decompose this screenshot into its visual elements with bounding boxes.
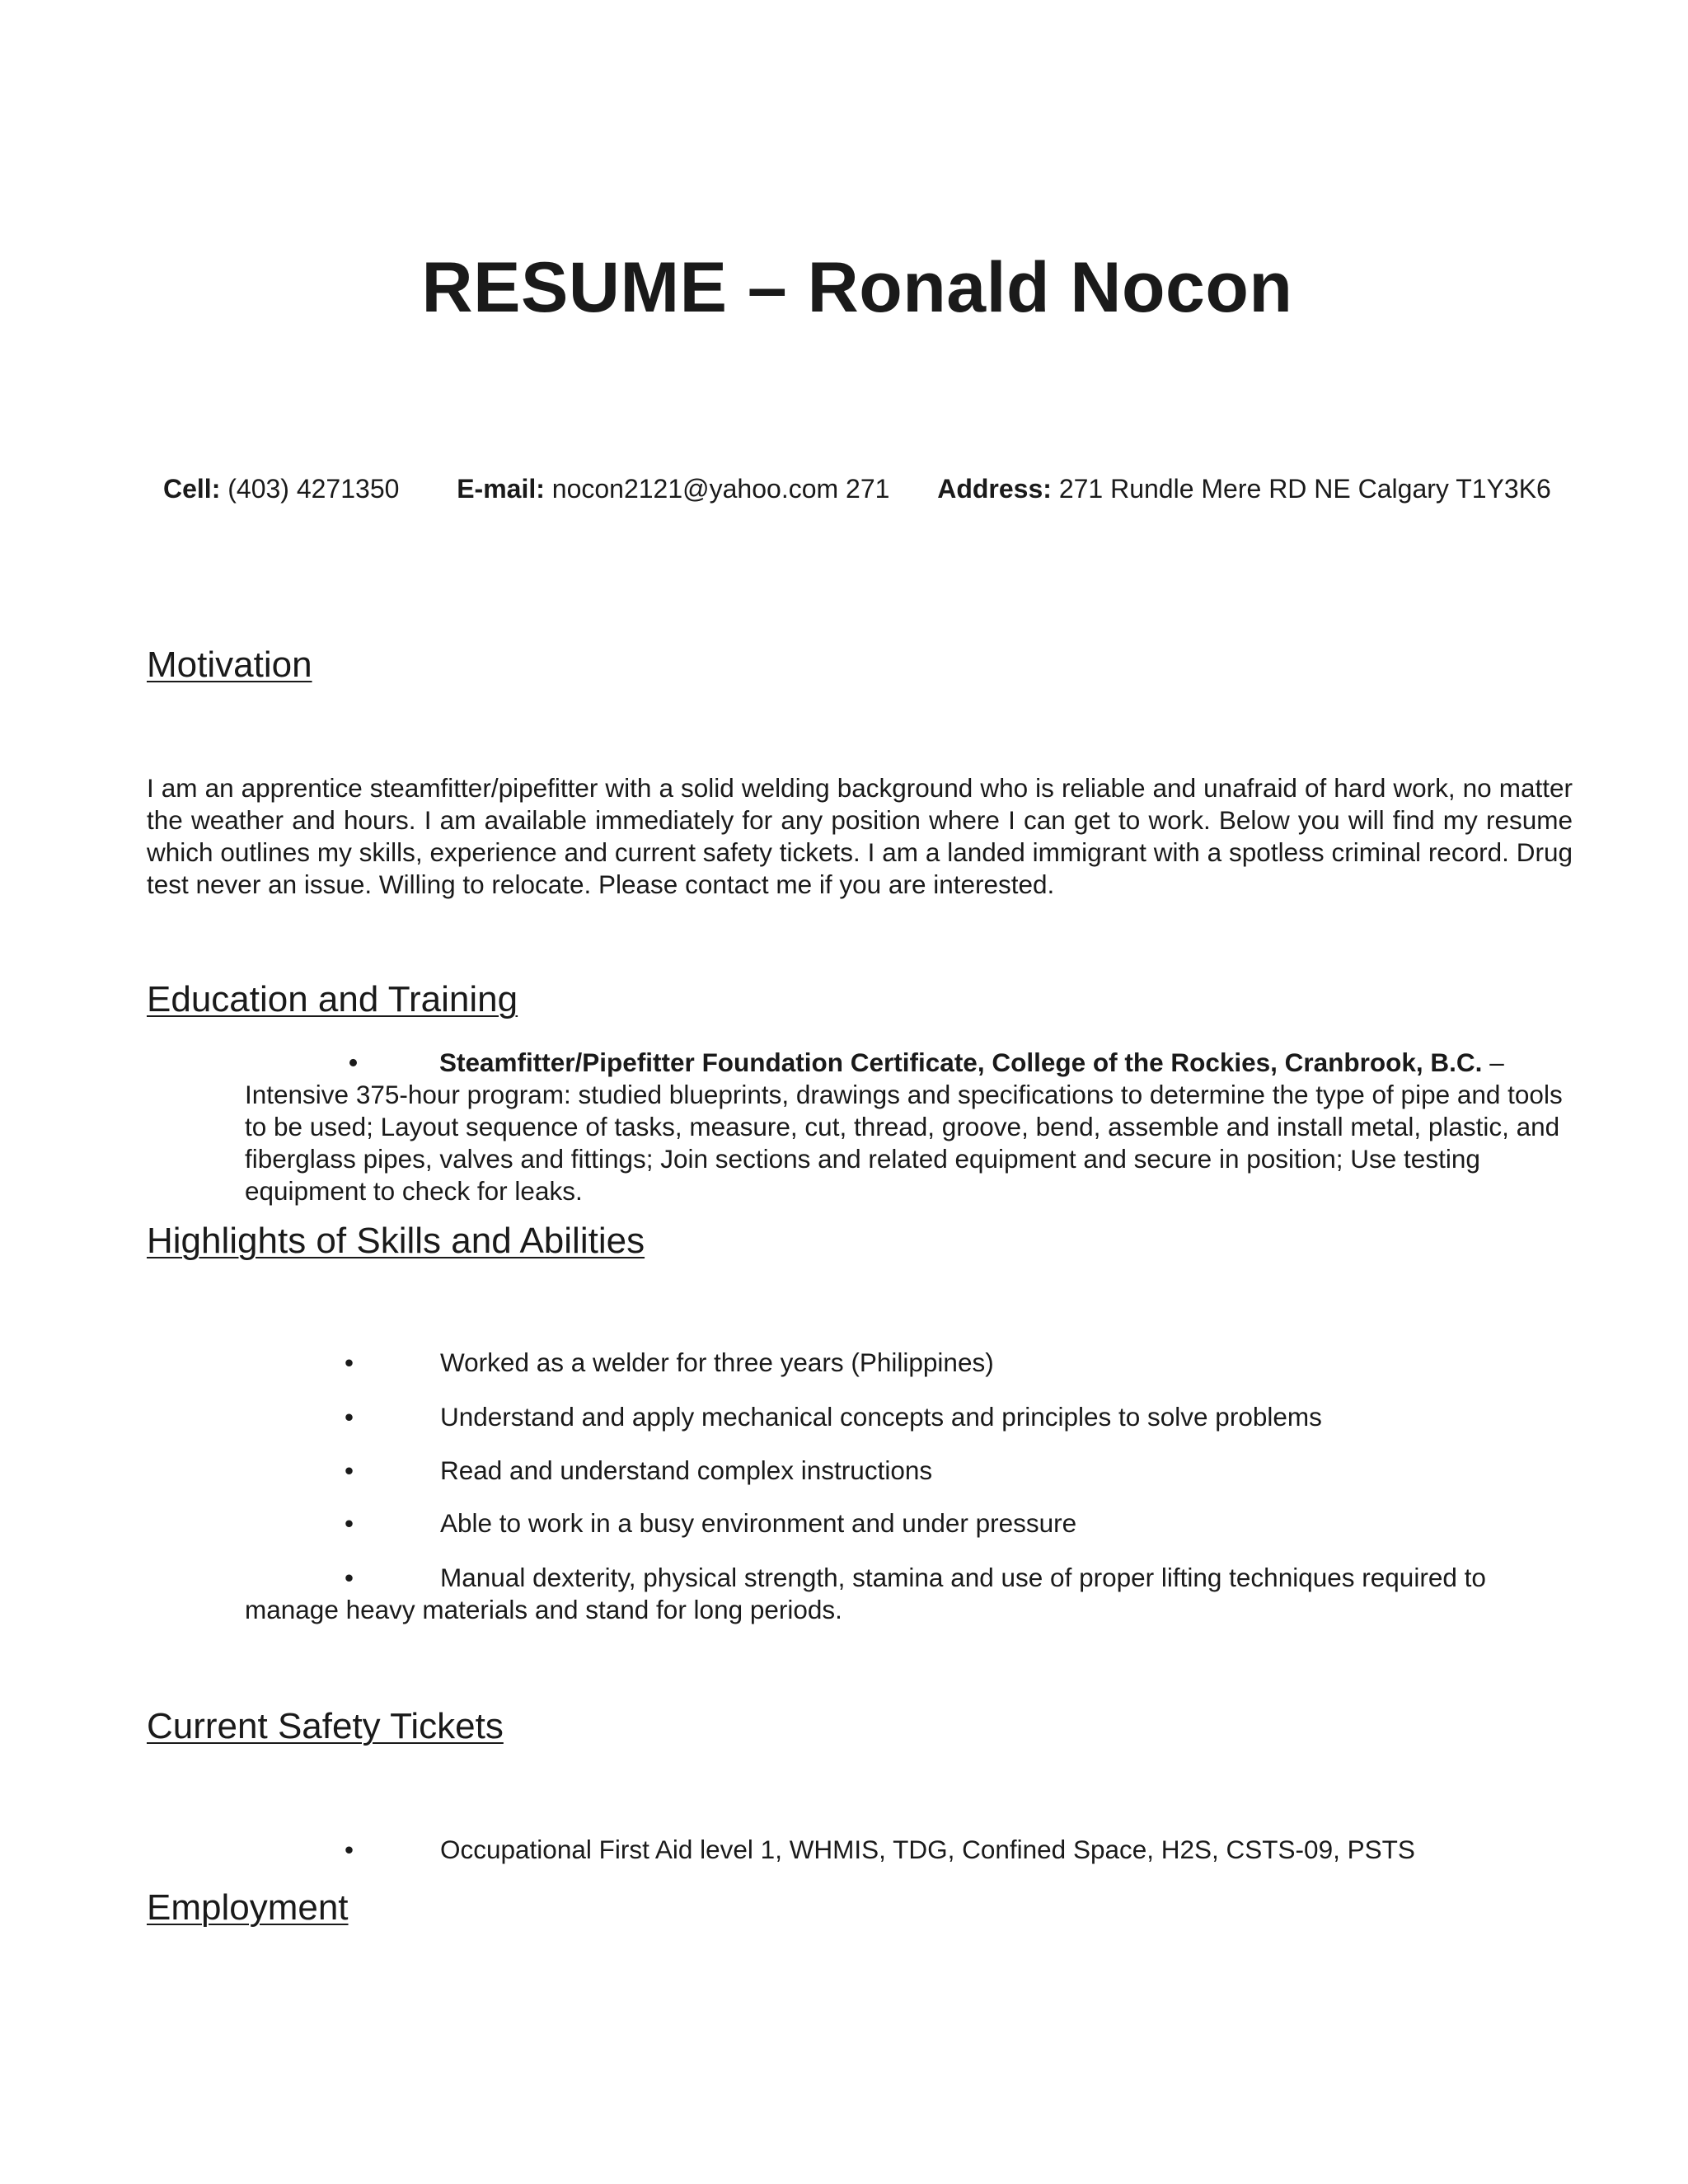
- education-certificate: Steamfitter/Pipefitter Foundation Certificate, College of the Rockies, Cranbrook, B.C.: [439, 1047, 1483, 1077]
- safety-bullet: •: [345, 1835, 354, 1864]
- address-label: Address:: [937, 474, 1052, 504]
- skill-text: Manual dexterity, physical strength, stamina and use of proper lifting techniques required to: [440, 1563, 1486, 1592]
- cell-value: (403) 4271350: [227, 474, 400, 504]
- skill-bullet: •: [345, 1455, 354, 1485]
- education-heading: Education and Training: [147, 979, 518, 1019]
- skill-bullet: •: [345, 1402, 354, 1432]
- email-value: nocon2121@yahoo.com 271: [551, 474, 890, 504]
- skill-text-continued: manage heavy materials and stand for long periods.: [245, 1595, 842, 1624]
- skill-text: Able to work in a busy environment and under pressure: [440, 1508, 1077, 1538]
- skill-bullet: •: [345, 1508, 354, 1538]
- skill-text: Worked as a welder for three years (Philippines): [440, 1347, 994, 1377]
- skill-bullet: •: [345, 1563, 354, 1592]
- safety-item: [345, 1835, 1415, 1865]
- employment-heading: Employment: [147, 1887, 349, 1928]
- education-dash: –: [1482, 1047, 1504, 1077]
- skill-text: Understand and apply mechanical concepts and principles to solve problems: [440, 1402, 1322, 1432]
- skill-text: Read and understand complex instructions: [440, 1455, 933, 1485]
- education-description: Intensive 375-hour program: studied blueprints, drawings and specifications to determine the type of pipe and tools to be used; Layout sequence of tasks, measure, cut, thread, groove, bend, assemble and install metal, plastic, and fiberglass pipes, valves and fittings; Join sections and related equipment and secure in position; Use testing equipment to check for leaks.: [245, 1080, 1563, 1206]
- education-bullet: •: [349, 1047, 359, 1077]
- motivation-heading: Motivation: [147, 644, 312, 685]
- safety-heading: Current Safety Tickets: [147, 1706, 504, 1746]
- skills-heading: Highlights of Skills and Abilities: [147, 1221, 645, 1261]
- contact-line: [163, 474, 1551, 504]
- skill-bullet: •: [345, 1347, 354, 1377]
- safety-text: Occupational First Aid level 1, WHMIS, TDG, Confined Space, H2S, CSTS-09, PSTS: [440, 1835, 1415, 1864]
- skill-item: [345, 1347, 994, 1378]
- motivation-text: I am an apprentice steamfitter/pipefitter with a solid welding background who is reliable and unafraid of hard work, no matter the weather and hours. I am available immediately for any position where I can get to work. Below you will find my resume which outlines my skills, experience and current safety tickets. I am a landed immigrant with a spotless criminal record. Drug test never an issue. Willing to relocate. Please contact me if you are interested.: [147, 773, 1573, 899]
- skill-item: [345, 1455, 932, 1486]
- skill-item-long: [245, 1562, 1580, 1626]
- education-entry: [245, 1047, 1564, 1207]
- resume-title: RESUME – Ronald Nocon: [421, 248, 1293, 327]
- address-value: 271 Rundle Mere RD NE Calgary T1Y3K6: [1058, 474, 1551, 504]
- skill-item: [345, 1402, 1322, 1432]
- skill-item: [345, 1508, 1076, 1539]
- cell-label: Cell:: [163, 474, 221, 504]
- email-label: E-mail:: [457, 474, 545, 504]
